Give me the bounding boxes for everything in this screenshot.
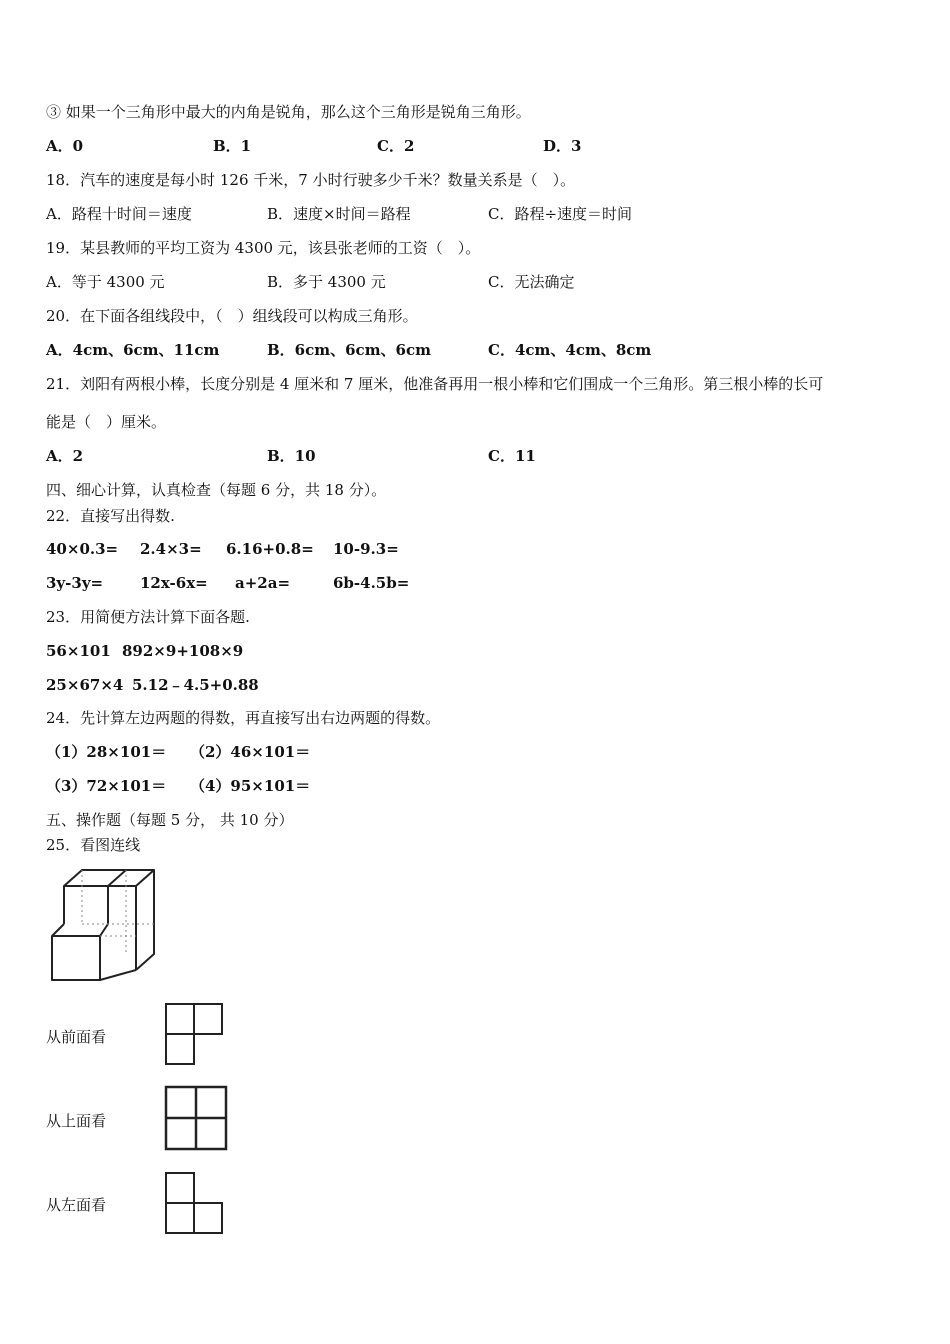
- front-view-figure[interactable]: [162, 1000, 226, 1068]
- q20-option-a: A．4cm、6cm、11cm: [46, 341, 220, 359]
- q21-stem-line2: 能是（ ）厘米。: [46, 413, 167, 431]
- q22-expr: 6b-4.5b=: [333, 574, 410, 592]
- q21-option-c: C．11: [488, 447, 536, 465]
- q23-expr: 892×9+108×9: [122, 642, 244, 660]
- q25-stem: 25．看图连线: [46, 836, 141, 854]
- q22-expr: 40×0.3=: [46, 540, 119, 558]
- q20-option-c: C．4cm、4cm、8cm: [488, 341, 652, 359]
- q17-option-d: D．3: [543, 137, 582, 155]
- q22-expr: 3y-3y=: [46, 574, 104, 592]
- q21-option-a: A．2: [46, 447, 84, 465]
- q21-option-b: B．10: [267, 447, 316, 465]
- top-view-figure[interactable]: [162, 1083, 230, 1153]
- q17-item-3: ③ 如果一个三角形中最大的内角是锐角，那么这个三角形是锐角三角形。: [46, 103, 531, 121]
- q22-expr: 6.16+0.8=: [226, 540, 314, 558]
- q23-stem: 23．用简便方法计算下面各题.: [46, 608, 250, 626]
- section4-title: 四、细心计算，认真检查（每题 6 分，共 18 分）。: [46, 481, 387, 499]
- block-stack-figure: [44, 866, 158, 984]
- q24-expr: （2）46×101＝: [190, 743, 311, 761]
- q19-option-a: A．等于 4300 元: [46, 273, 165, 291]
- section5-title: 五、操作题（每题 5 分， 共 10 分）: [46, 811, 294, 829]
- q22-expr: 2.4×3=: [140, 540, 202, 558]
- q17-option-a: A．0: [46, 137, 84, 155]
- q24-expr: （1）28×101＝: [46, 743, 167, 761]
- q18-option-b: B．速度×时间＝路程: [267, 205, 411, 223]
- q23-expr: 5.12﹣4.5+0.88: [132, 676, 259, 694]
- q23-expr: 56×101: [46, 642, 111, 660]
- q24-expr: （4）95×101＝: [190, 777, 311, 795]
- view-label-top: 从上面看: [46, 1112, 107, 1130]
- q20-option-b: B．6cm、6cm、6cm: [267, 341, 432, 359]
- q18-option-a: A．路程十时间＝速度: [46, 205, 192, 223]
- q22-expr: 12x-6x=: [140, 574, 208, 592]
- q22-stem: 22．直接写出得数.: [46, 507, 175, 525]
- q22-expr: 10-9.3=: [333, 540, 399, 558]
- q18-stem: 18．汽车的速度是每小时 126 千米，7 小时行驶多少千米？数量关系是（ ）。: [46, 171, 576, 189]
- q23-expr: 25×67×4: [46, 676, 124, 694]
- q20-stem: 20．在下面各组线段中，（ ）组线段可以构成三角形。: [46, 307, 418, 325]
- view-label-left: 从左面看: [46, 1196, 107, 1214]
- q24-stem: 24．先计算左边两题的得数，再直接写出右边两题的得数。: [46, 709, 441, 727]
- q19-option-c: C．无法确定: [488, 273, 575, 291]
- q21-stem-line1: 21．刘阳有两根小棒，长度分别是 4 厘米和 7 厘米，他准备再用一根小棒和它们围成一个三角形。第三根小棒的长可: [46, 375, 824, 393]
- q19-stem: 19．某县教师的平均工资为 4300 元，该县张老师的工资（ ）。: [46, 239, 481, 257]
- q17-option-b: B．1: [213, 137, 252, 155]
- view-label-front: 从前面看: [46, 1028, 107, 1046]
- q22-expr: a+2a=: [235, 574, 291, 592]
- q17-option-c: C．2: [377, 137, 415, 155]
- left-view-figure[interactable]: [162, 1169, 226, 1237]
- q24-expr: （3）72×101＝: [46, 777, 167, 795]
- q18-option-c: C．路程÷速度＝时间: [488, 205, 633, 223]
- q19-option-b: B．多于 4300 元: [267, 273, 386, 291]
